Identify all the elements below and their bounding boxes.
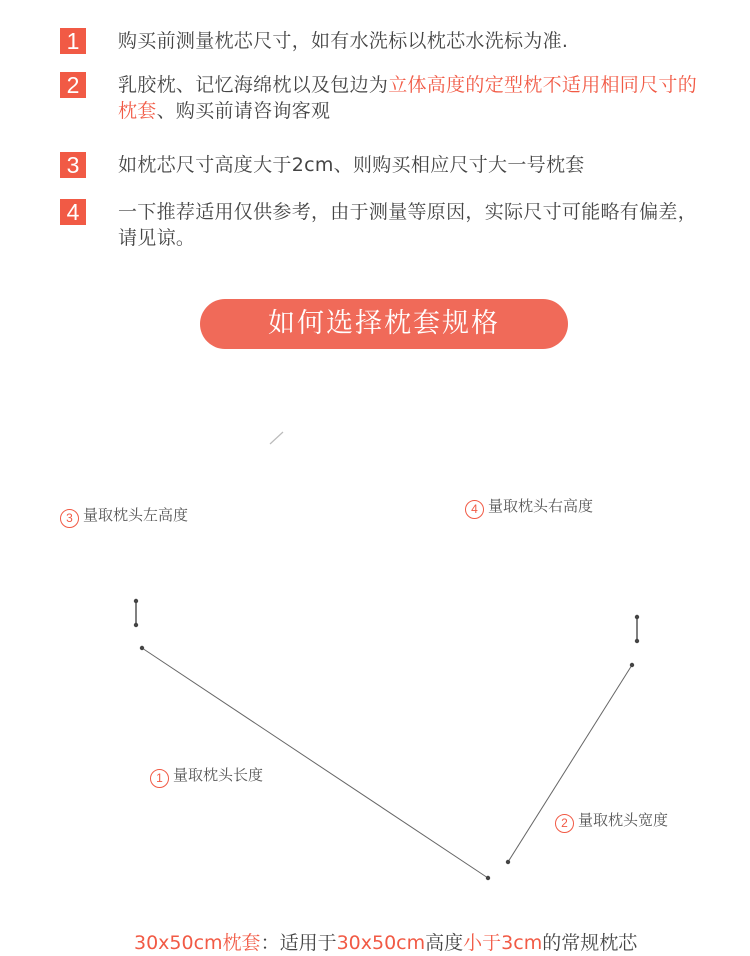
label-text: 量取枕头右高度 <box>488 497 594 515</box>
caption-size: 30x50cm <box>336 932 426 954</box>
step-number-icon: 2 <box>555 814 574 833</box>
length-dot <box>140 646 144 650</box>
caption-text: 的常规枕芯 <box>542 932 638 954</box>
length-line <box>142 648 488 878</box>
note-number-badge: 2 <box>60 72 86 98</box>
caption-size: 30x50cm枕套 <box>134 932 261 954</box>
note-number-badge: 1 <box>60 28 86 54</box>
caption-height: 小于3cm <box>463 932 543 954</box>
note-text: 购买前测量枕芯尺寸，如有水洗标以枕芯水洗标为准. <box>118 30 569 52</box>
label-text: 量取枕头左高度 <box>83 506 189 524</box>
right-height-dot <box>635 615 639 619</box>
section-title: 如何选择枕套规格 <box>200 299 568 349</box>
size-caption <box>134 930 637 956</box>
note-highlight: 立体高度的定型枕不适用相同尺寸的枕套 <box>118 74 698 122</box>
left-height-dot <box>134 599 138 603</box>
note-text-part: 乳胶枕、记忆海绵枕以及包边为 <box>118 74 389 96</box>
label-text: 量取枕头宽度 <box>578 811 669 829</box>
caption-text: 高度 <box>425 932 464 954</box>
note-number-badge: 3 <box>60 152 86 178</box>
label-right-height <box>465 496 593 519</box>
pencil-mark <box>270 432 283 444</box>
note-text-part: 、购买前请咨询客观 <box>156 100 331 122</box>
width-dot <box>506 860 510 864</box>
caption-text: ：适用于 <box>260 932 337 954</box>
width-dot <box>630 663 634 667</box>
length-dot <box>486 876 490 880</box>
label-left-height <box>60 505 188 528</box>
note-number-badge: 4 <box>60 199 86 225</box>
label-text: 量取枕头长度 <box>173 766 264 784</box>
note-text: 一下推荐适用仅供参考，由于测量等原因，实际尺寸可能略有偏差，请见谅。 <box>118 201 698 249</box>
step-number-icon: 1 <box>150 769 169 788</box>
step-number-icon: 3 <box>60 509 79 528</box>
note-text: 如枕芯尺寸高度大于2cm、则购买相应尺寸大一号枕套 <box>118 154 585 176</box>
right-height-dot <box>635 639 639 643</box>
step-number-icon: 4 <box>465 500 484 519</box>
left-height-dot <box>134 623 138 627</box>
label-width <box>555 810 668 833</box>
label-length <box>150 765 263 788</box>
